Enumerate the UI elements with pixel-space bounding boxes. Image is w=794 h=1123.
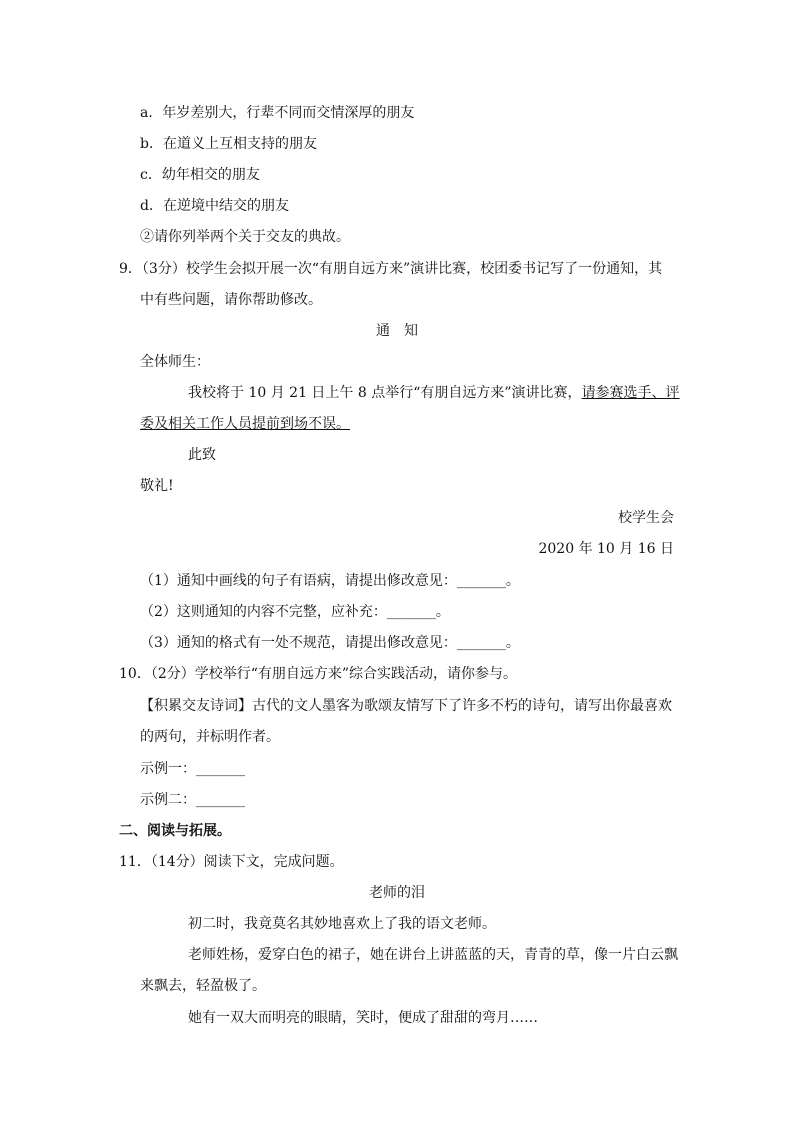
notice-body-line1 [188,384,680,402]
notice-signature: 校学生会 [618,510,674,526]
q8-sub2: ②请你列举两个关于交友的典故。 [140,229,350,245]
q9-stem-line1: 9．（3分）校学生会拟开展一次“有朋自远方来”演讲比赛，校团委书记写了一份通知，其 [119,261,663,277]
essay-para2-line1: 老师姓杨，爱穿白色的裙子，她在讲台上讲蓝蓝的天，青青的草，像一片白云飘 [188,947,678,963]
notice-closing2: 敬礼! [140,478,174,494]
q10-example1: 示例一：_______ [140,761,245,777]
notice-body-underlined-2: 委及相关工作人员提前到场不误。 [140,416,350,432]
essay-title: 老师的泪 [369,885,425,901]
q10-task-line1: 【积累交友诗词】古代的文人墨客为歌颂友情写下了许多不朽的诗句，请写出你最喜欢 [140,698,672,714]
q9-sub2: （2）这则通知的内容不完整，应补充：_______。 [140,604,450,620]
notice-title: 通 知 [376,323,418,339]
q9-sub1: （1）通知中画线的句子有语病，请提出修改意见：_______。 [140,573,520,589]
essay-para1: 初二时，我竟莫名其妙地喜欢上了我的语文老师。 [188,916,496,932]
q9-stem-line2: 中有些问题，请你帮助修改。 [140,292,322,308]
q10-stem: 10．（2分）学校举行“有朋自远方来”综合实践活动，请你参与。 [119,666,518,682]
option-d: d．在逆境中结交的朋友 [140,198,289,214]
option-b: b．在道义上互相支持的朋友 [140,136,317,152]
q10-example2: 示例二：_______ [140,792,245,808]
option-a: a．年岁差别大，行辈不同而交情深厚的朋友 [140,105,415,121]
option-c: c．幼年相交的朋友 [140,167,260,183]
essay-para3: 她有一双大而明亮的眼睛，笑时，便成了甜甜的弯月…… [188,1010,538,1026]
notice-closing1: 此致 [188,447,216,463]
section2-heading: 二、阅读与拓展。 [119,823,231,839]
q9-sub3: （3）通知的格式有一处不规范，请提出修改意见：_______。 [140,635,520,651]
q11-stem: 11．（14分）阅读下文，完成问题。 [119,854,344,870]
notice-body-underlined-1: 请参赛选手、评 [581,385,680,401]
notice-salutation: 全体师生： [140,354,210,370]
essay-para2-line2: 来飘去，轻盈极了。 [140,978,266,994]
notice-date: 2020 年 10 月 16 日 [538,541,674,557]
q10-task-line2: 的两句，并标明作者。 [140,729,280,745]
notice-body-plain: 我校将于 10 月 21 日上午 8 点举行“有朋自远方来”演讲比赛， [188,385,582,401]
